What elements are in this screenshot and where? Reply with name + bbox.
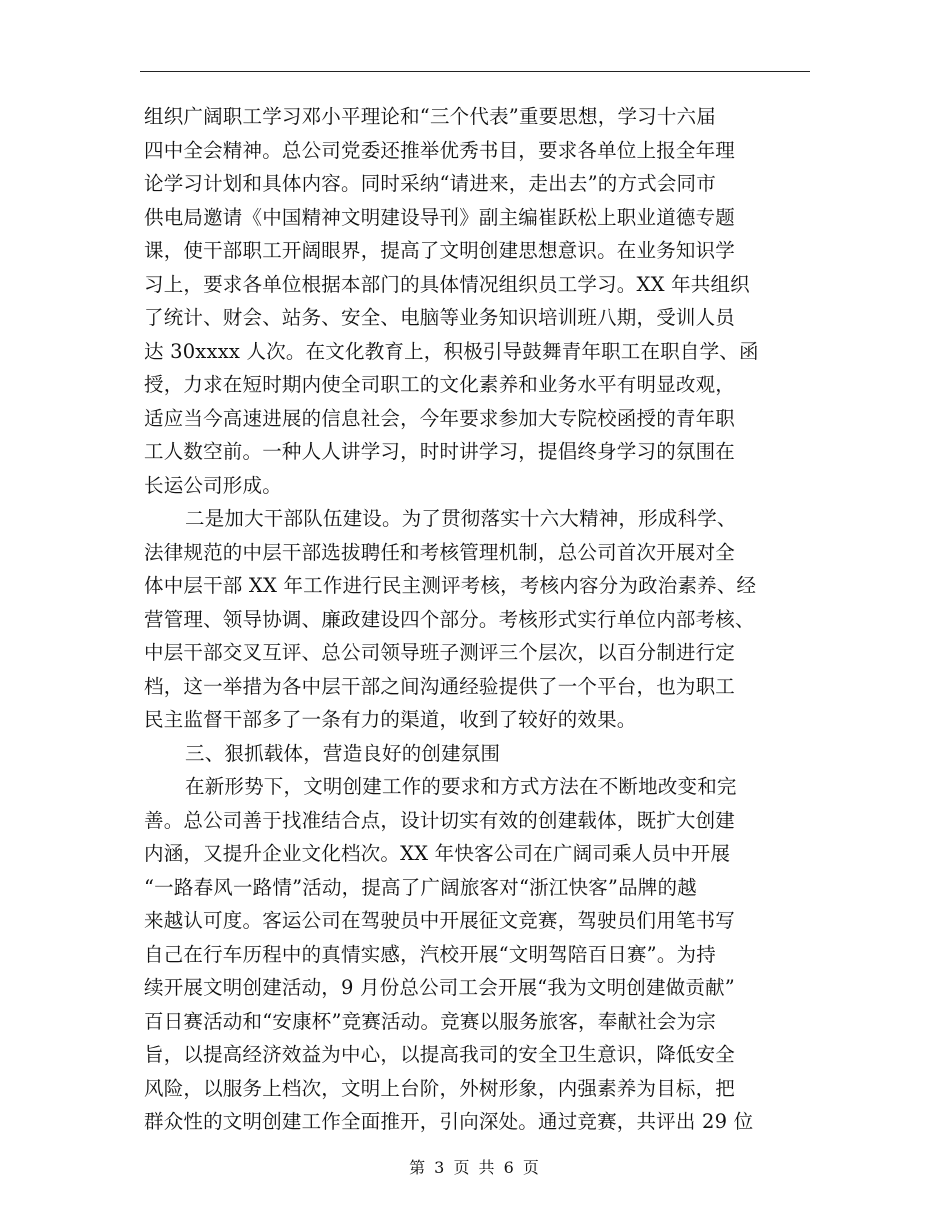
text-line: 善。总公司善于找准结合点，设计切实有效的创建载体，既扩大创建 [144, 808, 736, 832]
text-line: 组织广阔职工学习邓小平理论和“三个代表”重要思想，学习十六届 [144, 105, 716, 128]
text-line: 长运公司形成。 [144, 473, 282, 497]
text-line: 论学习计划和具体内容。同时采纳“请进来，走出去”的方式会同市 [144, 172, 716, 195]
text-line: 在新形势下，文明创建工作的要求和方式方法在不断地改变和完 [185, 775, 737, 798]
text-line: 习上，要求各单位根据本部门的具体情况组织员工学习。XX 年共组织 [144, 272, 750, 296]
text-line: 授，力求在短时期内使全司职工的文化素养和业务水平有明显改观， [144, 373, 736, 396]
text-line: 档，这一举措为各中层干部之间沟通经验提供了一个平台，也为职工 [144, 674, 736, 698]
header-rule [140, 71, 810, 72]
text-line: 了统计、财会、站务、安全、电脑等业务知识培训班八期，受训人员 [144, 306, 736, 329]
section-heading: 三、狠抓载体，营造良好的创建氛围 [185, 741, 501, 765]
text-line: 内涵，又提升企业文化档次。XX 年快客公司在广阔司乘人员中开展 [144, 842, 731, 865]
text-line: 工人数空前。一种人人讲学习，时时讲学习，提倡终身学习的氛围在 [144, 440, 736, 463]
text-line: 适应当今高速进展的信息社会，今年要求参加大专院校函授的青年职 [144, 406, 736, 430]
text-line: 群众性的文明创建工作全面推开，引向深处。通过竞赛，共评出 29 位 [144, 1110, 754, 1133]
document-body [144, 100, 800, 1139]
text-line: 中层干部交叉互评、总公司领导班子测评三个层次，以百分制进行定 [144, 641, 736, 664]
text-line: 达 30xxxx 人次。在文化教育上，积极引导鼓舞青年职工在职自学、函 [144, 339, 759, 363]
text-line: 自己在行车历程中的真情实感，汽校开展“文明驾陪百日赛”。为持 [144, 942, 716, 966]
text-line: 百日赛活动和“安康杯”竞赛活动。竞赛以服务旅客，奉献社会为宗 [144, 1009, 716, 1033]
text-line: 来越认可度。客运公司在驾驶员中开展征文竞赛，驾驶员们用笔书写 [144, 909, 736, 932]
text-line: 体中层干部 XX 年工作进行民主测评考核，考核内容分为政治素养、经 [144, 574, 757, 597]
text-line: 二是加大干部队伍建设。为了贯彻落实十六大精神，形成科学、 [185, 507, 737, 530]
text-line: 课，使干部职工开阔眼界，提高了文明创建思想意识。在业务知识学 [144, 239, 736, 262]
text-line: 营管理、领导协调、廉政建设四个部分。考核形式实行单位内部考核、 [144, 607, 755, 631]
page-number: 第 3 页 共 6 页 [409, 1158, 541, 1177]
text-line: 续开展文明创建活动，9 月份总公司工会开展“我为文明创建做贡献” [144, 976, 735, 999]
text-line: 四中全会精神。总公司党委还推举优秀书目，要求各单位上报全年理 [144, 138, 736, 162]
text-line: 风险，以服务上档次，文明上台阶，外树形象，内强素养为目标，把 [144, 1076, 736, 1100]
text-line: 民主监督干部多了一条有力的渠道，收到了较好的效果。 [144, 708, 637, 731]
text-line: 旨，以提高经济效益为中心，以提高我司的安全卫生意识，降低安全 [144, 1043, 736, 1066]
text-line: “一路春风一路情”活动，提高了广阔旅客对“浙江快客”品牌的越 [144, 875, 697, 899]
text-line: 法律规范的中层干部选拔聘任和考核管理机制，总公司首次开展对全 [144, 540, 736, 564]
text-line: 供电局邀请《中国精神文明建设导刊》副主编崔跃松上职业道德专题 [144, 205, 736, 229]
